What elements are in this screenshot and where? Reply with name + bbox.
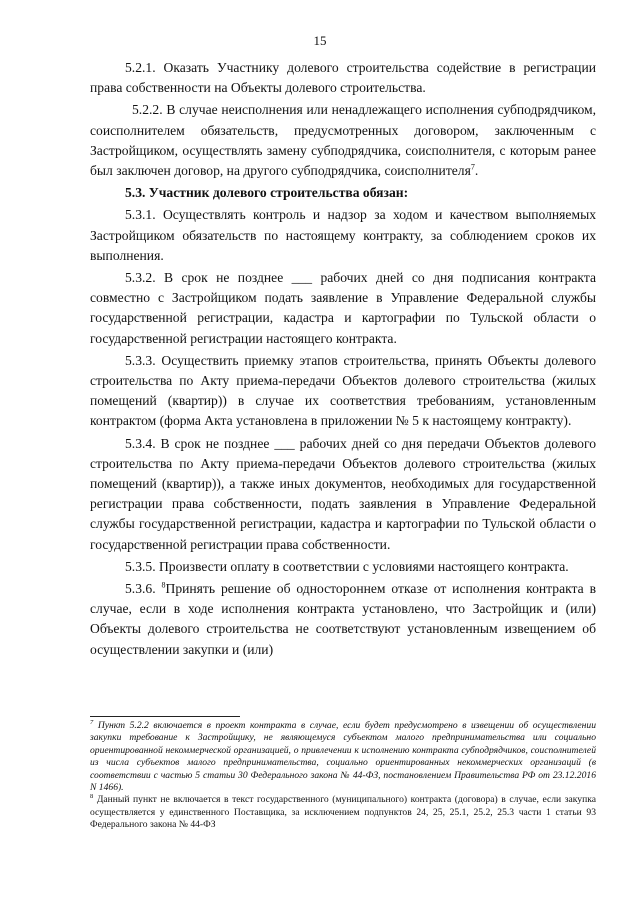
clause-5-3-6-text: Принять решение об одностороннем отказе от исполнения контракта в случае, если в ходе исполнения контракта установлено, что Застройщик и (или) Объекты долевого строительства не соответствуют установленным извещением об осуществлении закупки и (или) [90,581,596,657]
footnote-ref-8: 8 [161,580,166,590]
clause-5-3-2: 5.3.2. В срок не позднее ___ рабочих дней со дня подписания контракта совместно с Застройщиком подать заявление в Управление Федеральной службы государственной регистрации, кадастра и картографии по Тульской области о государственной регистрации настоящего контракта. [90,270,596,346]
clause-5-2-2-text: 5.2.2. В случае неисполнения или ненадлежащего исполнения субподрядчиком, соисполнителем обязательств, предусмотренных договором, заключенным с Застройщиком, осуществлять замену субподрядчика, соисполнителя, с которым ранее был заключен договор, на другого субподрядчика, соисполнителя [90,102,596,179]
footnote-8 [90,794,596,831]
footnote-7-mark: 7 [90,718,94,726]
footnotes [90,720,596,832]
clause-5-3-6-number: 5.3.6. [125,581,162,597]
footnote-7 [90,720,596,794]
clause-5-3-6 [90,579,596,660]
clause-5-3-3: 5.3.3. Осуществить приемку этапов строительства, принять Объекты долевого строительства по Акту приема-передачи Объектов долевого строительства (жилых помещений (квартир)) в случае их соответствия требованиям, установленным контрактом (форма Акта установлена в приложении № 5 к настоящему контракту). [90,352,596,429]
page-number: 15 [313,33,327,48]
clause-5-3-1: 5.3.1. Осуществлять контроль и надзор за ходом и качеством выполняемых Застройщиком обязательств по настоящему контракту, за соблюдением сроков их выполнения. [90,207,596,263]
footnote-7-text: Пункт 5.2.2 включается в проект контракта в случае, если будет предусмотрено в извещении об осуществлении закупки требование к Застройщику, не являющемуся субъектом малого предпринимательства или социально ориентированной некоммерческой организацией, о привлечении к исполнению контракта субподрядчиков, соисполнителей из числа субъектов малого предпринимательства, социально ориентированных некоммерческих организаций (в соответствии с частью 5 статьи 30 Федерального закона № 44-ФЗ, постановлением Правительства РФ от 23.12.2016 N 1466). [90,720,596,794]
section-heading-5-3: 5.3. Участник долевого строительства обязан: [125,185,409,201]
footnote-8-text: Данный пункт не включается в текст государственного (муниципального) контракта (договора) в случае, если закупка осуществляется у единственного Поставщика, за исключением подпунктов 24, 25, 25.1, 25.2, 25.3 части 1 статьи 93 Федерального закона № 44-ФЗ [90,794,596,831]
clause-5-3-5: 5.3.5. Произвести оплату в соответствии с условиями настоящего контракта. [125,558,569,574]
clause-5-3-4: 5.3.4. В срок не позднее ___ рабочих дней со дня передачи Объектов долевого строительства по Акту приема-передачи Объектов долевого строительства (жилых помещений (квартир)), а также иных документов, необходимых для государственной регистрации права собственности, подать заявления в Управление Федеральной службы государственной регистрации, кадастра и картографии по Тульской области о государственной регистрации права собственности. [90,435,596,552]
footnote-ref-7: 7 [470,162,475,172]
document-body [90,58,596,662]
footnote-separator [90,716,240,717]
clause-5-2-2 [90,100,596,181]
clause-5-2-2-end: . [474,163,479,179]
footnote-8-mark: 8 [90,793,94,801]
clause-5-2-1: 5.2.1. Оказать Участнику долевого строительства содействие в регистрации права собственности на Объекты долевого строительства. [90,60,596,96]
